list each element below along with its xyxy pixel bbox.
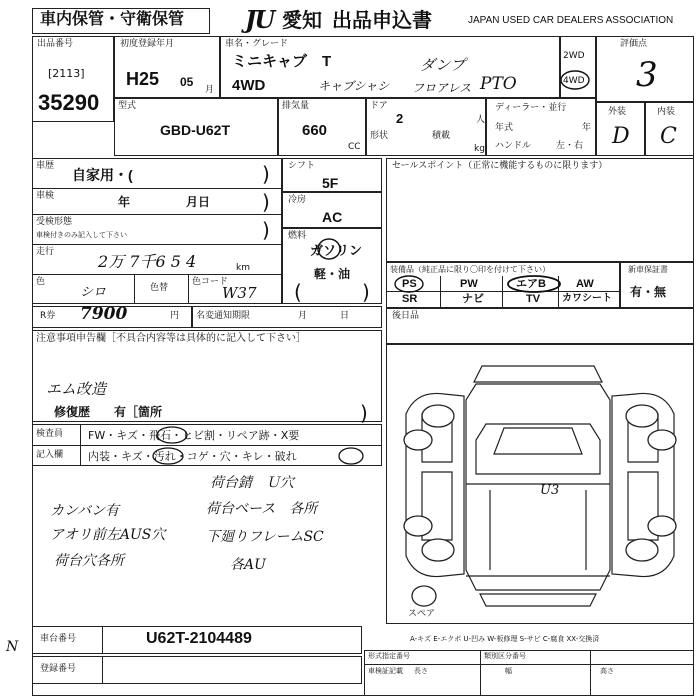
color-label: 色 (36, 277, 46, 287)
cert-class-code: 類別区分番号 (484, 652, 526, 660)
inspection-month-unit: 月日 (186, 195, 211, 209)
mileage-unit: km (236, 263, 250, 273)
displacement-unit: CC (348, 142, 361, 152)
color-change-label: 色替 (150, 283, 169, 293)
mileage-label: 走行 (36, 247, 55, 257)
color-divider-a (134, 274, 135, 304)
shift-value: 5F (322, 175, 339, 191)
usage-label: 車歴 (36, 161, 55, 171)
color-value: シロ (80, 285, 107, 300)
recycle-unit: 円 (170, 311, 180, 321)
notes-handwritten: エム改造 (46, 380, 107, 398)
model-label: 車名・グレード (225, 39, 289, 49)
warranty-value: 有・無 (630, 285, 667, 299)
lot-number: 35290 (38, 90, 100, 115)
color-divider-b (188, 274, 189, 304)
equipment-ps: PS (402, 278, 417, 290)
chassis-value: U62T-2104489 (146, 630, 252, 647)
fuel-bracket-open: ( (294, 280, 302, 304)
notice-month: 月 (298, 311, 308, 321)
fuel-bracket-close: ) (362, 280, 370, 304)
cert-grid-v2 (590, 650, 591, 696)
margin-mark: N (6, 639, 19, 655)
cert-label: 車検証記載 (368, 667, 403, 675)
equipment-leather-seat: カワシート (562, 293, 612, 304)
model-name: ミニキャブ T (232, 53, 332, 70)
equipment-navi: ナビ (462, 293, 484, 305)
remark-frame: 下廻りフレームSC (206, 529, 324, 545)
warranty-label: 新車保証書 (628, 265, 668, 274)
association-name: JAPAN USED CAR DEALERS ASSOCIATION (468, 15, 674, 26)
exterior-value: D (612, 124, 630, 149)
grade-label: 評価点 (620, 39, 648, 49)
lot-sub: [2113] (48, 67, 85, 80)
notes-bracket-close: ) (360, 401, 368, 425)
color-code-value: W37 (222, 284, 257, 302)
shape-label: 形状 (370, 131, 389, 141)
history-divider-1 (32, 188, 282, 189)
cert-grid-v1 (480, 650, 481, 696)
lot-label: 出品番号 (37, 39, 74, 49)
history-divider-2 (32, 214, 282, 215)
shift-label: シフト (288, 161, 316, 171)
dealer-label: ディーラー・並行 (495, 103, 567, 113)
notes-repair-history: 修復歴 有［箇所 (54, 405, 163, 419)
inspection-bracket-close: ) (262, 190, 270, 214)
model-note-pto: PTO (480, 74, 517, 94)
sales-point-cell (386, 158, 694, 262)
inspection-divider (32, 445, 382, 446)
chassis-divider (102, 626, 103, 654)
post-input-cell (386, 308, 694, 344)
chassis-label: 車台番号 (40, 634, 77, 644)
inspection-stone-circle (154, 425, 190, 445)
grade-value: 3 (636, 55, 658, 95)
equipment-tv: TV (526, 293, 541, 305)
displacement-label: 排気量 (282, 101, 310, 111)
sales-point-label: セールスポイント（正常に機能するものに限ります） (392, 161, 608, 171)
remark-bed-holes: 荷台穴各所 (54, 553, 124, 569)
registration-year: H25 (126, 69, 160, 89)
receipt-note: 車検付きのみ記入して下さい (36, 231, 127, 239)
ju-logo: JU (245, 5, 274, 34)
kg-unit: kg (474, 144, 485, 154)
fuel-label: 燃料 (288, 231, 307, 241)
cert-grid-h (364, 664, 694, 665)
registration-number-label: 登録番号 (40, 664, 77, 674)
inspection-fw-row: FW・キズ・飛石・ヒビ割・リペア跡・X要 (88, 429, 300, 442)
receipt-label: 受検形態 (36, 217, 73, 227)
type-value: GBD-U62T (160, 122, 231, 138)
model-note-cab: キャブシャシ (318, 79, 390, 93)
equipment-aw: AW (576, 278, 594, 290)
recycle-label: R券 (40, 311, 56, 321)
spare-label: スペア (408, 609, 436, 619)
recycle-value: 7900 (80, 304, 128, 324)
year-unit: 年 (582, 123, 592, 133)
doors-label: ドア (370, 101, 388, 111)
drive-4wd: 4WD (563, 76, 585, 86)
inspection-label: 車検 (36, 191, 55, 201)
seats-unit: 人 (476, 115, 486, 125)
remark-bed-base: 荷台ベース 各所 (206, 501, 318, 517)
capacity-label: 積載 (432, 131, 451, 141)
inspection-interior-row: 内装・キズ・汚れ・コゲ・穴・キレ・破れ (88, 450, 297, 463)
remark-front-left: アオリ前左AUS穴 (50, 527, 166, 543)
notice-label: 名変通知期限 (196, 311, 251, 321)
inspection-divider-v (80, 424, 81, 466)
usage-value: 自家用・( (72, 167, 133, 183)
cert-shape-code: 形式指定番号 (368, 652, 410, 660)
exterior-label: 外装 (608, 107, 627, 117)
remark-sign: カンバン有 (50, 503, 120, 519)
fuel-gasoline: ガソリン (310, 243, 363, 258)
remark-rust-hole: 荷台錆 Ｕ穴 (210, 475, 294, 491)
usage-bracket-close: ) (262, 162, 270, 186)
inspection-year-unit: 年 (118, 195, 131, 209)
equipment-ps-circle (392, 274, 426, 294)
year-label: 年式 (495, 123, 514, 133)
inspection-tear-circle (336, 446, 366, 466)
interior-value: C (660, 124, 677, 149)
notice-day: 日 (340, 311, 350, 321)
cert-height: 高さ (600, 667, 614, 675)
history-divider-4 (32, 274, 282, 275)
post-input-label: 後日品 (392, 311, 420, 321)
drive-2wd: 2WD (563, 51, 585, 61)
interior-label: 内装 (657, 107, 676, 117)
equipment-airbag-circle (505, 274, 563, 294)
storage-label: 車内保管・守衛保管 (40, 11, 185, 28)
model-drive: 4WD (232, 77, 266, 94)
entry-label: 記入欄 (36, 450, 64, 460)
registration-label: 初度登録年月 (120, 39, 175, 49)
equipment-pw: PW (460, 278, 478, 290)
registration-month-unit: 月 (205, 85, 215, 95)
ac-value: AC (322, 209, 343, 225)
color-code-label: 色コード (192, 277, 229, 287)
registration-number-divider (102, 656, 103, 684)
notes-header: 注意事項申告欄［不具合内容等は具体的に記入して下さい］ (36, 333, 306, 344)
cert-width: 幅 (505, 667, 512, 675)
org-name: 愛知 (282, 10, 322, 32)
doors-value: 2 (396, 111, 404, 126)
inspection-stain-circle (150, 446, 186, 466)
displacement-value: 660 (302, 122, 328, 139)
handle-opts: 左・右 (556, 141, 584, 151)
equipment-airbag: エアB (516, 278, 546, 290)
remark-each-au: 各AU (230, 557, 266, 573)
form-title: 出品申込書 (332, 10, 432, 32)
registration-month: 05 (180, 75, 194, 89)
diagram-legend: A-キズ E-エクボ U-凹み W-板修理 S-サビ C-腐食 XX-交換済 (410, 635, 600, 643)
receipt-bracket-close: ) (262, 218, 270, 242)
cert-length: 長さ (414, 667, 428, 675)
diagram-note: U3 (540, 483, 560, 498)
equipment-label: 装備品（純正品に限り〇印を付けて下さい） (390, 265, 550, 274)
mileage-value: 2万 7千6 5 4 (98, 252, 197, 271)
ac-label: 冷房 (288, 195, 307, 205)
drive-4wd-circle (558, 68, 592, 92)
model-note-dump: ダンプ (420, 56, 466, 74)
history-divider-3 (32, 244, 282, 245)
equipment-sr: SR (402, 293, 418, 305)
inspector-label: 検査員 (36, 429, 64, 439)
model-note-floor: フロアレス (412, 81, 472, 95)
registration-number-cell (32, 656, 362, 684)
handle-label: ハンドル (495, 141, 532, 151)
type-label: 型式 (118, 101, 137, 111)
fuel-light-oil: 軽・油 (314, 267, 351, 281)
fuel-gasoline-circle (314, 236, 344, 262)
